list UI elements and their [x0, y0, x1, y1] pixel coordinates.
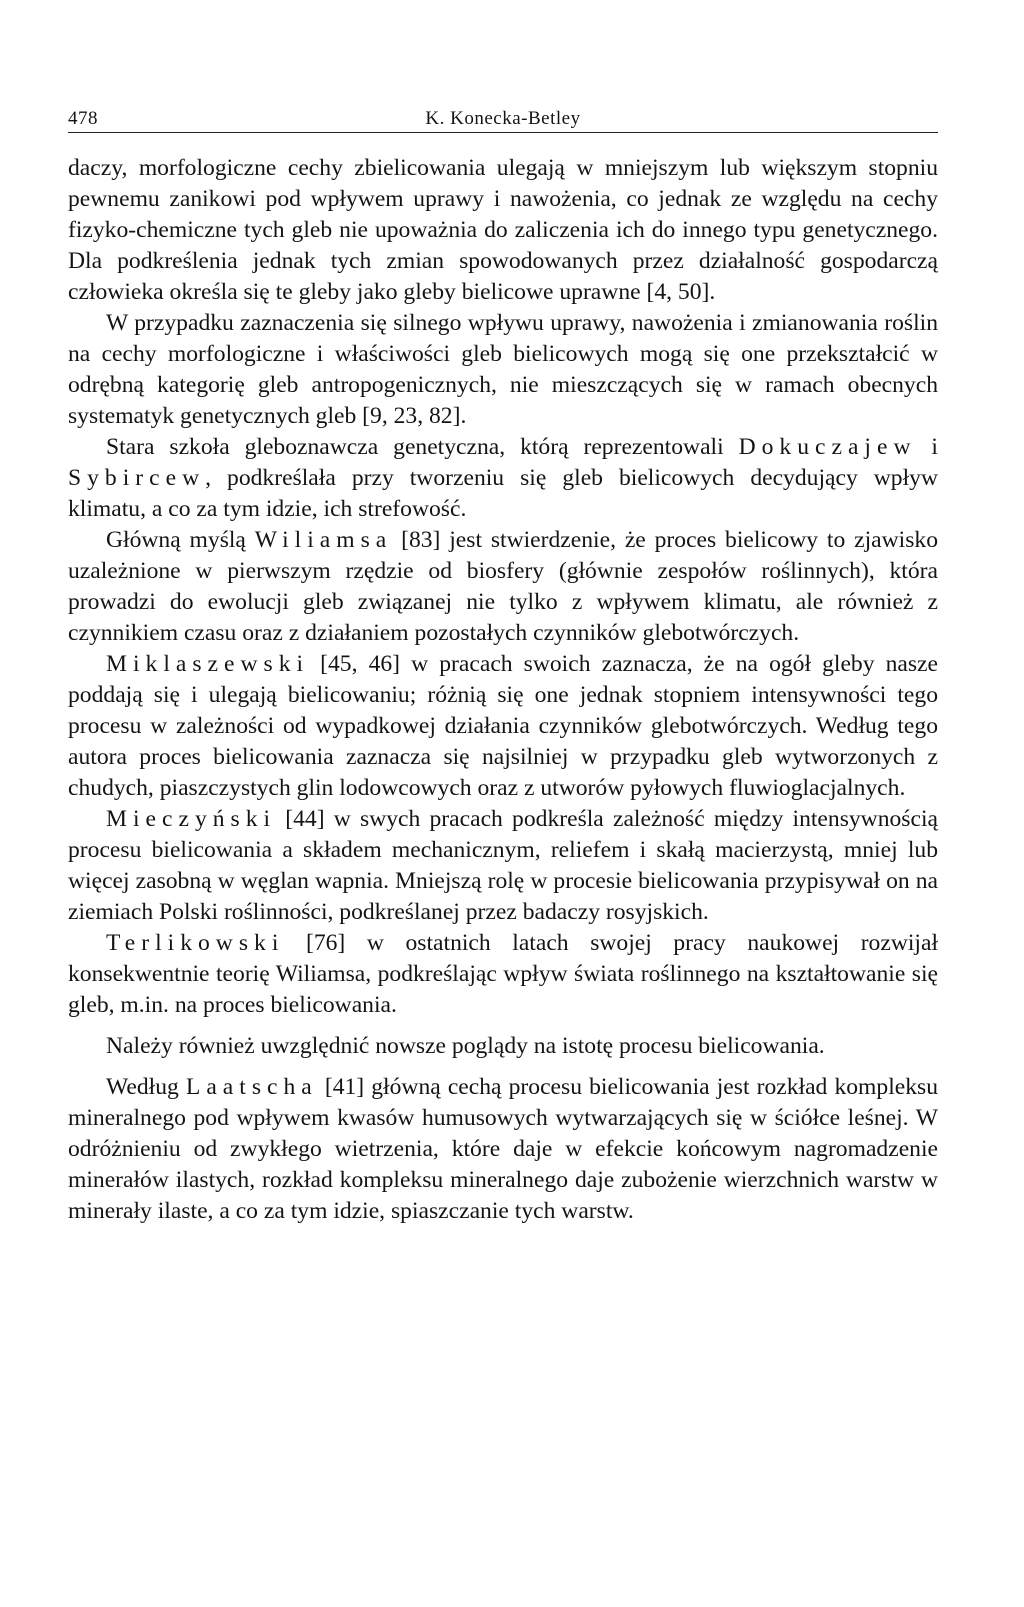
paragraph: [68, 525, 938, 649]
text-run: [41] główną cechą procesu bielicowania jest rozkład kompleksu mineralnego pod wpływem kwasów humusowych wytwarzających się w ściółce leśnej. W odróżnieniu od zwykłego wietrzenia, które daje w efekcie końcowym nagromadzenie minerałów ilastych, rozkład kompleksu mineralnego daje zubożenie wierzchnich warstw w minerały ilaste, a co za tym idzie, spiaszczanie tych warstw.: [68, 1074, 938, 1224]
author-name: Wiliamsa: [254, 527, 393, 553]
author-name: Terlikowski: [106, 930, 285, 956]
text-run: Główną myślą: [106, 527, 255, 553]
paragraph: [68, 804, 938, 928]
paragraph: [68, 1031, 938, 1062]
author-name: Mieczyński: [106, 806, 277, 832]
text-run: Należy również uwzględnić nowsze poglądy na istotę procesu bielicowania.: [106, 1033, 825, 1059]
text-run: daczy, morfologiczne cechy zbielicowania ulegają w mniejszym lub większym stopniu pewnemu zanikowi pod wpływem uprawy i nawożenia, co jednak ze względu na cechy fizyko-chemiczne tych gleb nie upoważnia do zaliczenia ich do innego typu genetycznego. Dla podkreślenia jednak tych zmian spowodowanych przez działalność gospodarczą człowieka określa się te gleby jako gleby bielicowe uprawne [4, 50].: [68, 155, 938, 305]
text-run: Stara szkoła gleboznawcza genetyczna, którą reprezentowali: [106, 434, 739, 460]
paragraph: [68, 649, 938, 804]
text-run: W przypadku zaznaczenia się silnego wpływu uprawy, nawożenia i zmianowania roślin na cechy morfologiczne i właściwości gleb bielicowych mogą się one przekształcić w odrębną kategorię gleb antropogenicznych, nie mieszczących się w ramach obecnych systematyk genetycznych gleb [9, 23, 82].: [68, 310, 938, 429]
text-run: [83] jest stwierdzenie, że proces bielicowy to zjawisko uzależnione w pierwszym rzędzie od biosfery (głównie zespołów roślinnych), która prowadzi do ewolucji gleb związanej nie tylko z wpływem klimatu, ale również z czynnikiem czasu oraz z działaniem pozostałych czynników glebotwórczych.: [68, 527, 938, 646]
page: [68, 96, 938, 1227]
author-name: Laatscha: [185, 1074, 318, 1100]
paragraph: [68, 308, 938, 432]
running-head-author: K. Konecka-Betley: [425, 108, 581, 129]
text-run: Według: [106, 1074, 186, 1100]
text-run: i: [916, 434, 938, 460]
text-run: [45, 46] w pracach swoich zaznacza, że na ogół gleby nasze poddają się i ulegają bielicowaniu; różnią się one jednak stopniem intensywności tego procesu w zależności od wypadkowej działania czynników glebotwórczych. Według tego autora proces bielicowania zaznacza się najsilniej w przypadku gleb wytworzonych z chudych, piaszczystych glin lodowcowych oraz z utworów pyłowych fluwioglacjalnych.: [68, 651, 938, 801]
header-rule: [68, 132, 938, 133]
text-run: [44] w swych pracach podkreśla zależność między intensywnością procesu bielicowania a składem mechanicznym, reliefem i skałą macierzystą, mniej lub więcej zasobną w węglan wapnia. Mniejszą rolę w procesie bielicowania przypisywał on na ziemiach Polski roślinności, podkreślanej przez badaczy rosyjskich.: [68, 806, 938, 925]
author-name: Dokuczajew: [738, 434, 917, 460]
text-run: , podkreślała przy tworzeniu się gleb bielicowych decydujący wpływ klimatu, a co za tym idzie, ich strefowość.: [68, 465, 938, 522]
body-text: [68, 153, 938, 1227]
text-run: [76] w ostatnich latach swojej pracy naukowej rozwijał konsekwentnie teorię Wiliamsa, podkreślając wpływ świata roślinnego na kształtowanie się gleb, m.in. na proces bielicowania.: [68, 930, 938, 1018]
author-name: Sybircew: [68, 465, 206, 491]
author-name: Miklaszewski: [106, 651, 310, 677]
paragraph: [68, 928, 938, 1021]
running-head: [68, 96, 938, 132]
paragraph: [68, 1072, 938, 1227]
paragraph: [68, 153, 938, 308]
page-number: 478: [68, 108, 98, 129]
paragraph: [68, 432, 938, 525]
